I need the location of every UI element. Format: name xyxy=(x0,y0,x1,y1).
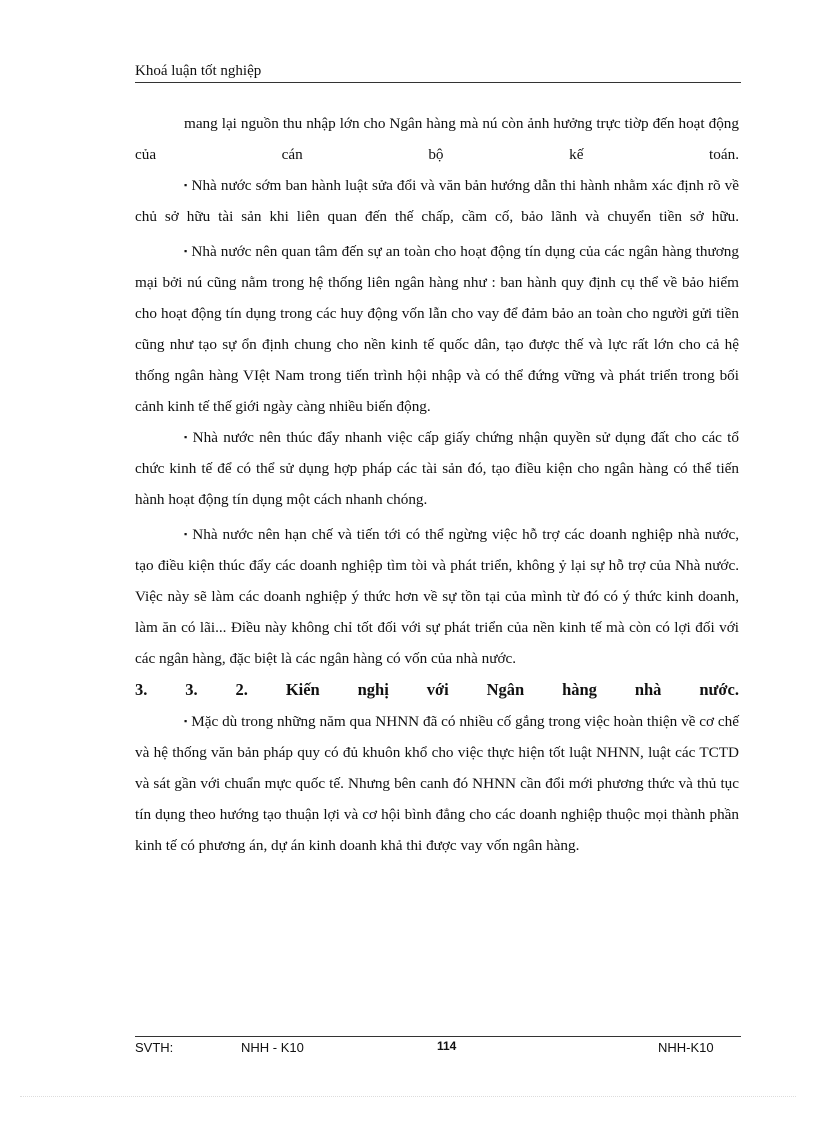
page-bottom-divider xyxy=(20,1096,796,1097)
paragraph-text: Nhà nước nên quan tâm đến sự an toàn cho hoạt động tín dụng của các ngân hàng thương mại bởi nú cũng nằm trong hệ thống liên ngân hàng như : ban hành quy định cụ thể về bảo hiểm cho hoạt động tín dụng trong các huy động vốn lẫn cho vay để đảm bảo an toàn cho người gửi tiền cũng như tạo sự ổn định chung cho nền kinh tế quốc dân, tạo được thế và lực rất lớn cho cả hệ thống ngân hàng VIệt Nam trong tiến trình hội nhập và có thể đứng vững và phát triển trong bối cảnh kinh tế thế giới ngày càng nhiều biến động. xyxy=(135,243,739,415)
bullet-paragraph xyxy=(135,170,739,232)
bullet-paragraph xyxy=(135,422,739,515)
paragraph-text: Mặc dù trong những năm qua NHNN đã có nhiều cố gắng trong việc hoàn thiện về cơ chế và hệ thống văn bản pháp quy có đủ khuôn khổ cho việc thực hiện tốt luật NHNN, luật các TCTD và sát gần với chuẩn mực quốc tế. Nhưng bên canh đó NHNN cần đổi mới phương thức và thủ tục tín dụng theo hướng tạo thuận lợi và cơ hội bình đẳng cho các doanh nghiệp thuộc mọi thành phần kinh tế có phương án, dự án kinh doanh khả thi được vay vốn ngân hàng. xyxy=(135,713,739,854)
paragraph-text: Nhà nước nên hạn chế và tiến tới có thể ngừng việc hỗ trợ các doanh nghiệp nhà nước, tạo điều kiện thúc đẩy các doanh nghiệp tìm tòi và phát triển, không ỷ lại sự hỗ trợ của Nhà nước. Việc này sẽ làm các doanh nghiệp ý thức hơn về sự tồn tại của mình từ đó có ý thức kinh doanh, làm ăn có lãi... Điều này không chỉ tốt đối với sự phát triển của nền kinh tế mà còn có lợi đối với các ngân hàng, đặc biệt là các ngân hàng có vốn của nhà nước. xyxy=(135,526,739,667)
page-number: 114 xyxy=(437,1039,457,1053)
header-title: Khoá luận tốt nghiệp xyxy=(135,63,262,79)
footer-svth-label: SVTH: xyxy=(135,1040,174,1055)
paragraph-text: Nhà nước sớm ban hành luật sửa đổi và văn bản hướng dẫn thi hành nhằm xác định rõ về chủ sở hữu tài sản khi liên quan đến thế chấp, cầm cố, bảo lãnh và chuyển tiền sở hữu. xyxy=(135,177,739,225)
section-heading: 3. 3. 2. Kiến nghị với Ngân hàng nhà nước. xyxy=(135,680,739,699)
document-body xyxy=(135,108,739,861)
header-rule xyxy=(135,82,741,83)
footer-right-code: NHH-K10 xyxy=(658,1040,714,1055)
bullet-icon: ▪ xyxy=(184,180,188,190)
bullet-icon: ▪ xyxy=(184,529,189,539)
bullet-paragraph xyxy=(135,706,739,861)
bullet-paragraph xyxy=(135,519,739,674)
bullet-icon: ▪ xyxy=(184,246,188,256)
bullet-icon: ▪ xyxy=(184,716,188,726)
footer-rule xyxy=(135,1036,741,1037)
bullet-icon: ▪ xyxy=(184,432,189,442)
bullet-paragraph xyxy=(135,236,739,422)
paragraph-text: Nhà nước nên thúc đẩy nhanh việc cấp giấy chứng nhận quyền sử dụng đất cho các tổ chức kinh tế để có thể sử dụng hợp pháp các tài sản đó, tạo điều kiện cho ngân hàng có thể tiến hành hoạt động tín dụng một cách nhanh chóng. xyxy=(135,429,739,508)
footer-class-code: NHH - K10 xyxy=(241,1040,304,1055)
paragraph-continuation: mang lại nguồn thu nhập lớn cho Ngân hàng mà nú còn ảnh hưởng trực tiờp đến hoạt động của cán bộ kế toán. xyxy=(135,115,739,163)
